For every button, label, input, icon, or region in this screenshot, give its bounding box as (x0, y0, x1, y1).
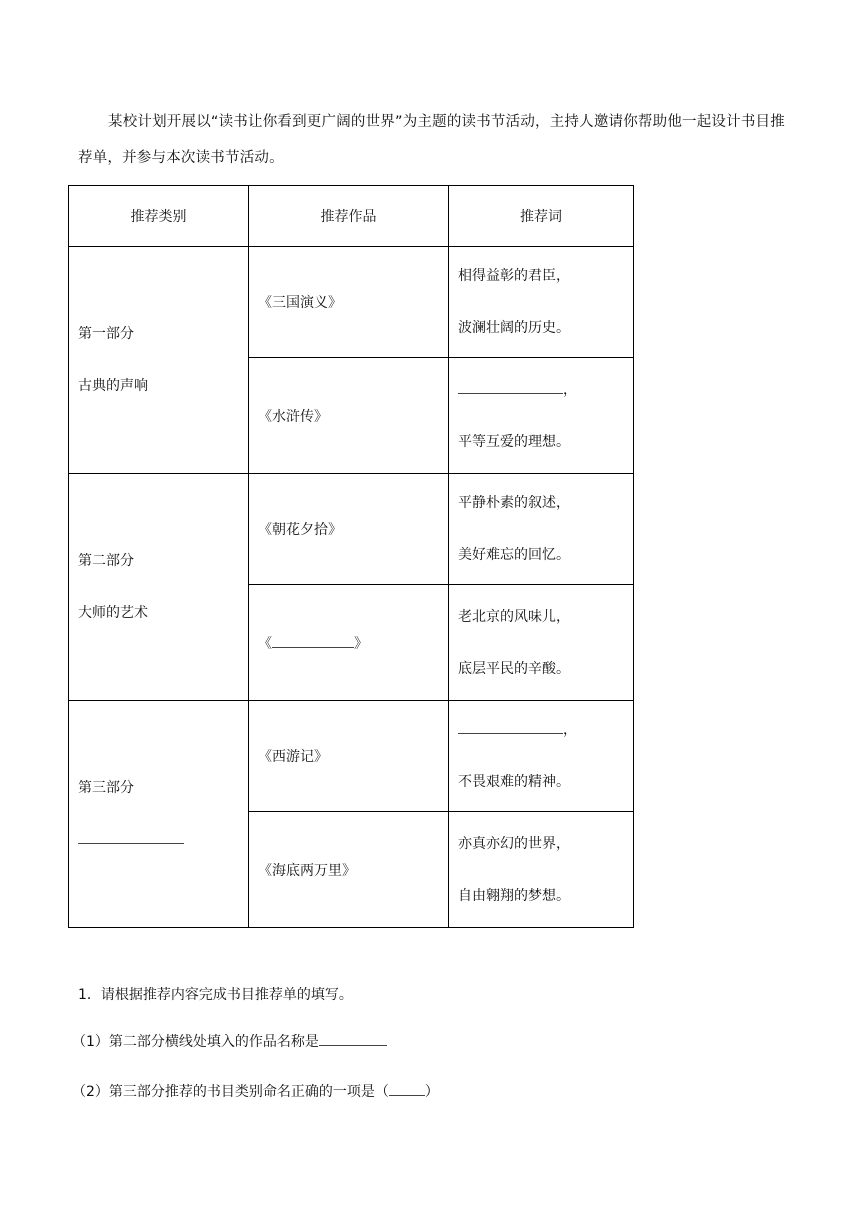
recommendation-cell (449, 585, 634, 701)
question-1-part-1 (72, 1031, 387, 1051)
category-cell-1 (69, 247, 249, 474)
category-title: 第二部分 (78, 553, 134, 569)
recommendation-cell (449, 701, 634, 812)
recommendation-cell (449, 812, 634, 928)
category-name (78, 814, 248, 866)
work-cell: 《三国演义》 (249, 247, 449, 358)
table-row (69, 247, 634, 358)
intro-paragraph: 某校计划开展以“读书让你看到更广阔的世界”为主题的读书节活动，主持人邀请你帮助他一起设计书目推荐单，并参与本次读书节活动。 (78, 114, 785, 166)
recommendation-line: 美好难忘的回忆。 (458, 547, 570, 563)
work-cell (249, 585, 449, 701)
work-cell: 《朝花夕拾》 (249, 474, 449, 585)
header-recommendation: 推荐词 (449, 186, 634, 247)
table-row (69, 474, 634, 585)
question-1-part-2 (72, 1081, 439, 1101)
work-open-bracket: 《 (258, 635, 272, 652)
fill-blank[interactable] (458, 379, 563, 394)
answer-blank[interactable] (389, 1081, 425, 1096)
question-text: （1）第二部分横线处填入的作品名称是 (72, 1034, 319, 1050)
answer-blank[interactable] (319, 1031, 387, 1046)
category-cell-2 (69, 474, 249, 701)
category-title: 第三部分 (78, 780, 134, 796)
recommendation-cell (449, 247, 634, 358)
header-category: 推荐类别 (69, 186, 249, 247)
category-name: 古典的声响 (78, 378, 148, 394)
question-text-close: ） (424, 1084, 439, 1100)
category-title: 第一部分 (78, 326, 134, 342)
recommendation-line: 自由翱翔的梦想。 (458, 887, 570, 904)
work-cell: 《海底两万里》 (249, 812, 449, 928)
recommendation-cell (449, 358, 634, 474)
table-row (69, 701, 634, 812)
book-recommendation-table (68, 185, 634, 928)
work-cell: 《水浒传》 (249, 358, 449, 474)
question-1: 1．请根据推荐内容完成书目推荐单的填写。 (78, 987, 353, 1003)
recommendation-line: 亦真亦幻的世界， (458, 835, 570, 852)
question-text: （2）第三部分推荐的书目类别命名正确的一项是（ (72, 1084, 389, 1100)
recommendation-line (458, 364, 633, 416)
recommendation-line: 波澜壮阔的历史。 (458, 320, 570, 336)
category-name: 大师的艺术 (78, 605, 148, 621)
fill-blank[interactable] (272, 633, 354, 648)
recommendation-line: 老北京的风味儿， (458, 608, 570, 625)
recommendation-cell (449, 474, 634, 585)
work-close-bracket: 》 (354, 635, 368, 652)
recommendation-line: 平静朴素的叙述， (458, 495, 570, 511)
fill-blank[interactable] (458, 719, 563, 734)
recommendation-punct: ， (563, 722, 577, 738)
table-header-row (69, 186, 634, 247)
category-cell-3 (69, 701, 249, 928)
work-cell: 《西游记》 (249, 701, 449, 812)
recommendation-line: 相得益彰的君臣， (458, 268, 570, 284)
recommendation-line (458, 704, 633, 756)
header-work: 推荐作品 (249, 186, 449, 247)
recommendation-line: 平等互爱的理想。 (458, 433, 570, 450)
recommendation-line: 不畏艰难的精神。 (458, 774, 570, 790)
fill-blank[interactable] (78, 829, 184, 844)
recommendation-punct: ， (563, 381, 577, 398)
recommendation-line: 底层平民的辛酸。 (458, 660, 570, 677)
